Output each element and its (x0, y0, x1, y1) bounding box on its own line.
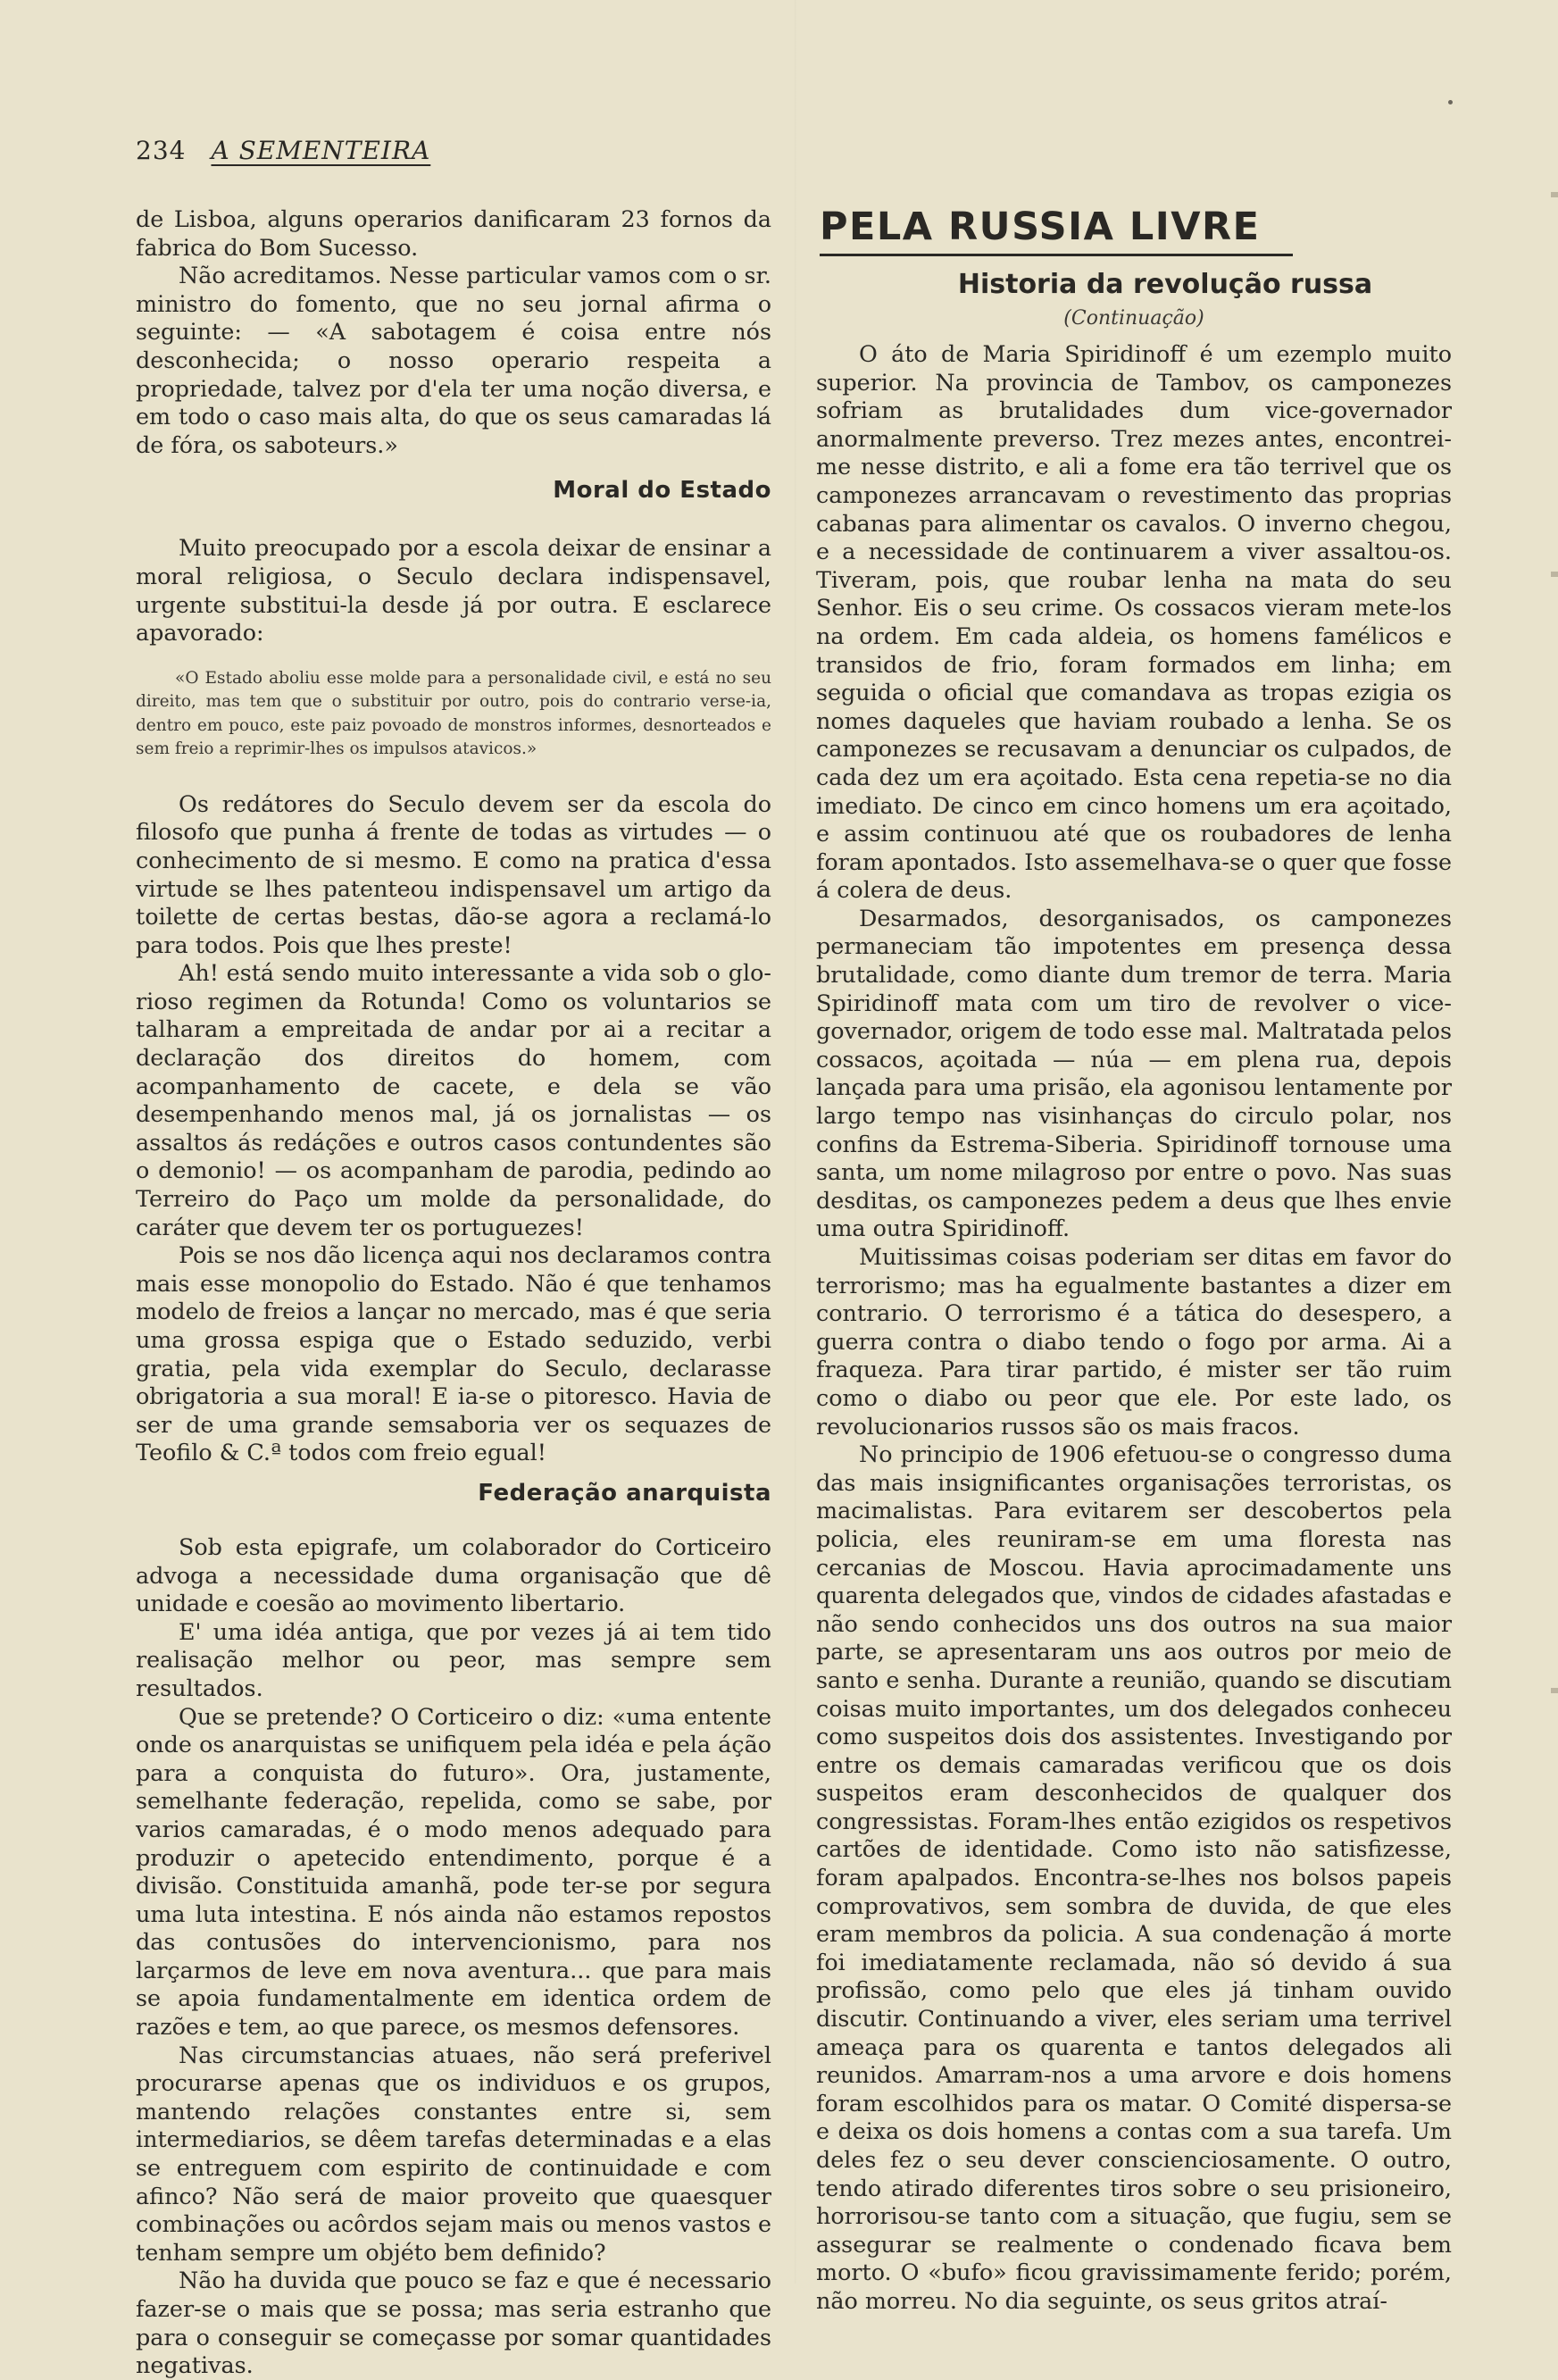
edge-mark (1551, 572, 1558, 577)
paragraph: Pois se nos dão licença aqui nos declaramos contra mais esse monopolio do Estado. Não é que tenhamos modelo de freios a lançar no mercado, mas é que seria uma grossa espiga que o Estado seduzido, verbi gratia, pela vida exemplar do Seculo, declarasse obrigatoria a sua moral! E ia-se o pitoresco. Havia de ser de uma grande semsaboria ver os sequazes de Teofilo & C.ª todos com freio egual! (136, 1241, 771, 1466)
subheading-moral-do-estado: Moral do Estado (553, 477, 771, 505)
paragraph: Desarmados, desorganisados, os camponezes permaneciam tão impotentes em presença dessa brutalidade, como diante dum tremor de terra. Maria Spiridinoff mata com um tiro de revolver o vice-governador, origem de todo esse mal. Maltratada pelos cossacos, açoitada — núa — em plena rua, depois lançada para uma prisão, ela agonisou lentamente por largo tempo nas visinhanças do circulo polar, nos confins da Estrema-Siberia. Spiridinoff tornouse uma santa, um nome milagroso por entre o povo. Nas suas desditas, os camponezes pedem a deus que lhes envie uma outra Spiridinoff. (816, 904, 1452, 1242)
page-number: 234 (136, 136, 187, 165)
publication-name: A SEMENTEIRA (211, 136, 431, 165)
paragraph: Ah! está sendo muito interessante a vida sob o glorioso regimen da Rotunda! Como os voluntarios se talharam a empreitada de andar por ai a recitar a declaração dos direitos do homem, com acompanhamento de cacete, e dela se vão desempenhando menos mal, já os jornalistas — os assaltos ás redáções e outros casos contundentes são o demonio! — os acompanham de parodia, pedindo ao Terreiro do Paço um molde da personalidade, do caráter que devem ter os portuguezes! (136, 959, 771, 1240)
paragraph: E' uma idéa antiga, que por vezes já ai tem tido realisação melhor ou peor, mas sempre sem resultados. (136, 1617, 771, 1701)
paragraph: Nas circumstancias atuaes, não será preferivel procurarse apenas que os individuos e os grupos, mantendo relações constantes entre si, sem intermediarios, se dêem tarefas determinadas e a elas se entreguem com espirito de continuidade e com afinco? Não será de maior proveito que quaesquer combinações ou acôrdos sejam mais ou menos vastos e tenham sempre um objéto bem definido? (136, 2041, 771, 2266)
paragraph: Não acreditamos. Nesse particular vamos com o sr. ministro do fomento, que no seu jornal afirma o seguinte: — «A sabotagem é coisa entre nós desconhecida; o nosso operario respeita a propriedade, talvez por d'ela ter uma noção diversa, e em todo o caso mais alta, do que os seus camaradas lá de fóra, os saboteurs.» (136, 262, 771, 458)
edge-mark (1551, 1688, 1558, 1693)
paragraph: O áto de Maria Spiridinoff é um ezemplo muito superior. Na provincia de Tambov, os camponezes sofriam as brutalidades dum vice-governador anormalmente preverso. Trez mezes antes, encontrei-me nesse distrito, e ali a fome era tão terrivel que os camponezes arrancavam o revestimento das proprias cabanas para alimentar os cavalos. O inverno chegou, e a necessidade de continuarem a viver assaltou-os. Tiveram, pois, que roubar lenha na mata do seu Senhor. Eis o seu crime. Os cossacos vieram mete-los na ordem. Em cada aldeia, os homens famélicos e transidos de frio, foram formados em linha; em seguida o oficial que comandava as tropas ezigia os nomes daqueles que haviam roubado a lenha. Se os camponezes se recusavam a denunciar os culpados, de cada dez um era açoitado. Esta cena repetia-se no dia imediato. De cinco em cinco homens um era açoitado, e assim continuou até que os roubadores de lenha foram apontados. Isto assemelhava-se o quer que fosse á colera de deus. (816, 340, 1452, 904)
running-header (136, 136, 430, 165)
page-fold-shadow (795, 0, 796, 2284)
paragraph: Que se pretende? O Corticeiro o diz: «uma entente onde os anarquistas se unifiquem pela idéa e pela áção para a conquista do futuro». Ora, justamente, semelhante federação, repelida, como se sabe, por varios camaradas, é o modo menos adequado para produzir o apetecido entendimento, porque é a divisão. Constituida amanhã, pode ter-se por segura uma luta intestina. E nós ainda não estamos repostos das contusões do intervencionismo, para nos larçarmos de leve em nova aventura... que para mais se apoia fundamentalmente em identica ordem de razões e tem, ao que parece, os mesmos defensores. (136, 1702, 771, 2041)
paragraph: Não ha duvida que pouco se faz e que é necessario fazer-se o mais que se possa; mas seria estranho que para o conseguir se começasse por somar quantidades negativas. (136, 2267, 771, 2379)
paragraph: Sob esta epigrafe, um colaborador do Corticeiro advoga a necessidade duma organisação que dê unidade e coesão ao movimento libertario. (136, 1532, 771, 1617)
edge-mark (1551, 192, 1558, 197)
article-title: Historia da revolução russa (957, 269, 1373, 300)
block-quote: «O Estado aboliu esse molde para a personalidade civil, e está no seu direito, mas tem que o substituir por outro, pois do contrario verse-ia, dentro em pouco, este paiz povoado de monstros informes, desnorteados e sem freio a reprimir-lhes os impulsos atavicos.» (136, 668, 771, 759)
left-column (136, 205, 771, 2379)
paragraph: Muitissimas coisas poderiam ser ditas em favor do terrorismo; mas ha egualmente bastantes a dizer em contrario. O terrorismo é a tática do desespero, a guerra contra o diabo tendo o fogo por arma. Ai a fraqueza. Para tirar partido, é mister ser tão ruim como o diabo ou peor que ele. Por este lado, os revolucionarios russos são os mais fracos. (816, 1243, 1452, 1440)
article-subtitle: (Continuação) (1063, 307, 1204, 330)
speck (1448, 100, 1453, 104)
right-column (816, 205, 1452, 2314)
title-rule (820, 254, 1293, 256)
paragraph: Muito preocupado por a escola deixar de ensinar a moral religiosa, o Seculo declara indispensavel, urgente substitui-la desde já por outra. E esclarece apavorado: (136, 534, 771, 647)
section-title: PELA RUSSIA LIVRE (820, 205, 1261, 249)
paragraph: Os redátores do Seculo devem ser da escola do filosofo que punha á frente de todas as virtudes — o conhecimento de si mesmo. E como na pratica d'essa virtude se lhes patenteou indispensavel um artigo da toilette de certas bestas, dão-se agora a reclamá-lo para todos. Pois que lhes preste! (136, 789, 771, 958)
paragraph: de Lisboa, alguns operarios danificaram 23 fornos da fabrica do Bom Sucesso. (136, 205, 771, 261)
subheading-federacao-anarquista: Federação anarquista (478, 1479, 771, 1507)
paragraph: No principio de 1906 efetuou-se o congresso duma das mais insignificantes organisações terroristas, os macimalistas. Para evitarem ser descobertos pela policia, eles reuniram-se em uma floresta nas cercanias de Moscou. Havia aprocimadamente uns quarenta delegados que, vindos de cidades afastadas e não sendo conhecidos uns dos outros na sua maior parte, se apresentaram uns aos outros por meio de santo e senha. Durante a reunião, quando se discutiam coisas muito importantes, um dos delegados conheceu como suspeitos dois dos assistentes. Investigando por entre os demais camaradas verificou que os dois suspeitos eram desconhecidos de qualquer dos congressistas. Foram-lhes então ezigidos os respetivos cartões de identidade. Como isto não satisfizesse, foram apalpados. Encontra-se-lhes nos bolsos papeis comprovativos, sem sombra de duvida, de que eles eram membros da policia. A sua condenação á morte foi imediatamente reclamada, não só devido á sua profissão, como pelo que eles já tinham ouvido discutir. Continuando a viver, eles seriam uma terrivel ameaça para os quarenta e tantos delegados ali reunidos. Amarram-nos a uma arvore e dois homens foram escolhidos para os matar. O Comité dispersa-se e deixa os dois homens a contas com a sua tarefa. Um deles fez o seu dever conscienciosamente. O outro, tendo atirado diferentes tiros sobre o seu prisioneiro, horrorisou-se tanto com a situação, que fugiu, sem se assegurar se realmente o condenado ficava bem morto. O «bufo» ficou gravissimamente ferido; porém, não morreu. No dia seguinte, os seus gritos atraí- (816, 1441, 1452, 2314)
